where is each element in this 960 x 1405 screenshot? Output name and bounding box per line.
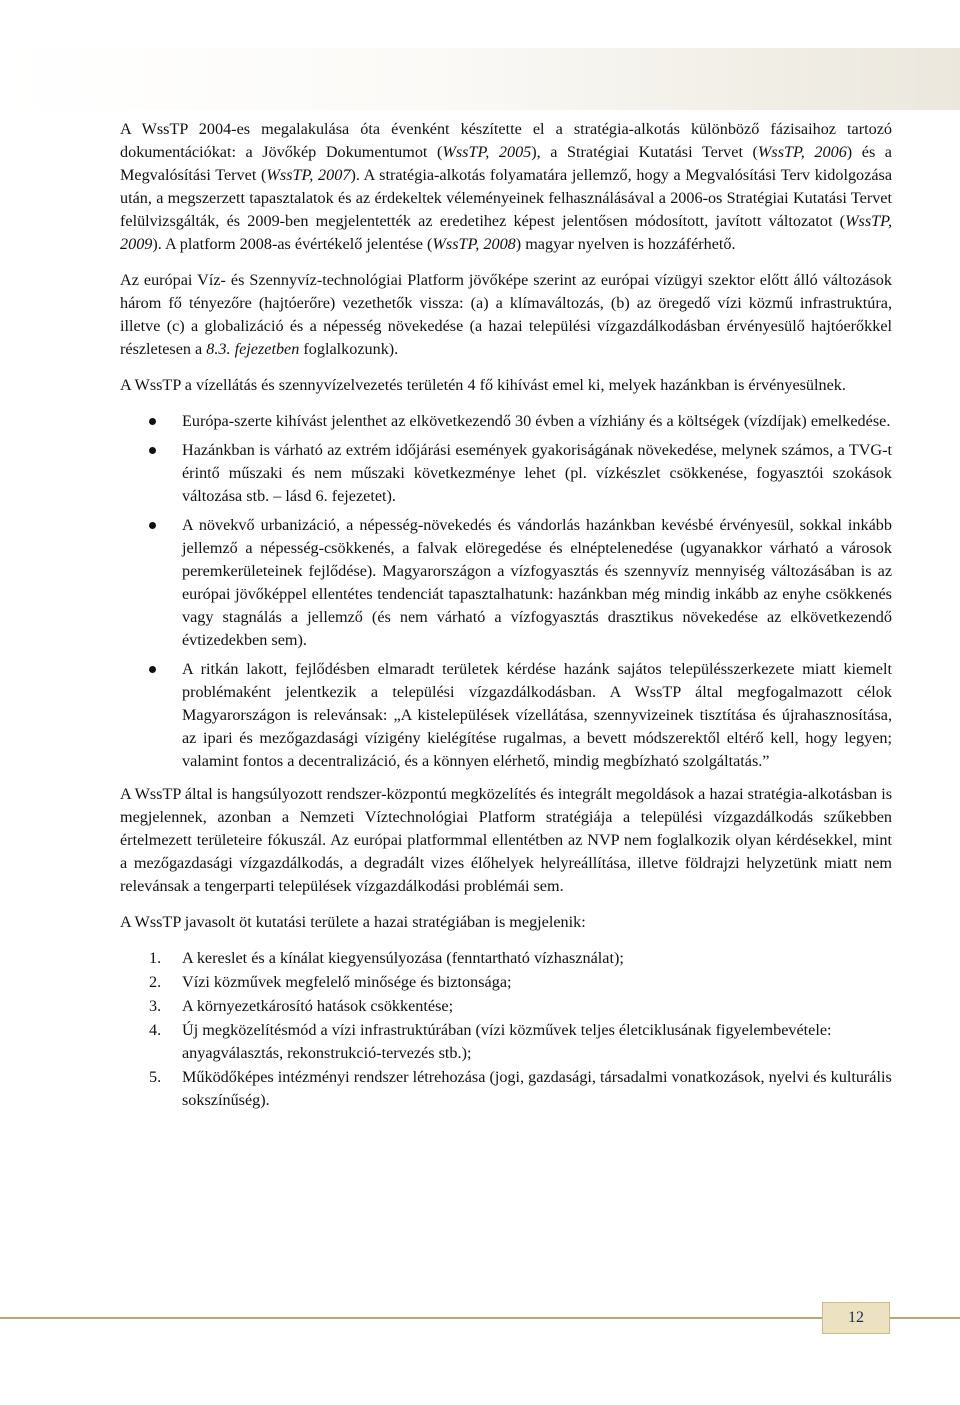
footer-rule	[0, 1317, 960, 1319]
bullet-icon	[149, 522, 156, 529]
list-number: 1.	[149, 949, 162, 967]
list-item: A növekvő urbanizáció, a népesség-növekedés és vándorlás hazánkban kevésbé érvényesül, sokkal inkább jellemző a népesség-csökkenés, a falvak elöregedése és elnéptelenedése (ugyanakkor várható a városok peremkerületeinek fejlődése). Magyarországon a vízfogyasztás és szennyvíz mennyiség változásában is az európai jövőképpel ellentétes tendenciát tapasztalhatunk: hazánkban még mindig inkább az enyhe csökkenés vagy stagnálás a jellemző (és nem várható a vízfogyasztás drasztikus növekedése az elkövetkezendő évtizedekben sem).	[182, 514, 892, 652]
challenges-list	[120, 410, 892, 773]
list-item: Európa-szerte kihívást jelenthet az elkövetkezendő 30 évben a vízhiány és a költségek (vízdíjak) emelkedése.	[182, 410, 892, 433]
list-number: 4.	[149, 1021, 162, 1039]
paragraph-research-intro: A WssTP javasolt öt kutatási területe a hazai stratégiában is megjelenik:	[120, 913, 586, 931]
list-item: Hazánkban is várható az extrém időjárási események gyakoriságának növekedése, melynek számos, a TVG-t érintő műszaki és nem műszaki következménye lehet (pl. vízkészlet csökkenése, fogyasztói szokások változása stb. – lásd 6. fejezetet).	[182, 439, 892, 508]
bullet-icon	[149, 447, 156, 454]
list-item: 1. A kereslet és a kínálat kiegyensúlyozása (fenntartható vízhasználat);	[182, 947, 892, 970]
paragraph-drivers: Az európai Víz- és Szennyvíz-technológiai Platform jövőképe szerint az európai vízügyi szektor előtt álló változások három fő tényezőre (hajtóerőre) vezethetők vissza: (a) a klímaváltozás, (b) az öregedő vízi közmű infrastruktúra, illetve (c) a globalizáció és a népesség növekedése (a hazai települési vízgazdálkodásban érvényesülő hajtóerőkkel részletesen a 8.3. fejezetben foglalkozunk).	[120, 271, 892, 358]
bullet-icon	[149, 666, 156, 673]
list-item: A ritkán lakott, fejlődésben elmaradt területek kérdése hazánk sajátos településszerkezete miatt kiemelt problémaként jelentkezik a települési vízgazdálkodásban. A WssTP által megfogalmazott célok Magyarországon is relevánsak: „A kistelepülések vízellátása, szennyvizeinek tisztítása és újrahasznosítása, az ipari és mezőgazdasági vízigény kielégítése rugalmas, a bevett módszerektől eltérő kell, hogy legyen; valamint fontos a decentralizáció, és a könnyen elérhető, mindig megbízható szolgáltatás.”	[182, 658, 892, 773]
list-number: 5.	[149, 1068, 162, 1086]
bullet-icon	[149, 418, 156, 425]
paragraph-challenges-intro: A WssTP a vízellátás és szennyvízelvezetés területén 4 fő kihívást emel ki, melyek hazánkban is érvényesülnek.	[120, 376, 846, 394]
paragraph-nvp: A WssTP által is hangsúlyozott rendszer-központú megközelítés és integrált megoldások a hazai stratégia-alkotásban is megjelennek, azonban a Nemzeti Víztechnológiai Platform stratégiája a települési vízgazdálkodás szűkebben értelmezett területeire fókuszál. Az európai platformmal ellentétben az NVP nem foglalkozik olyan kérdésekkel, mint a mezőgazdasági vízgazdálkodás, a degradált vizes élőhelyek helyreállítása, illetve földrajzi helyzetünk miatt nem relevánsak a tengerparti települések vízgazdálkodási problémái sem.	[120, 785, 892, 895]
list-item: 5. Működőképes intézményi rendszer létrehozása (jogi, gazdasági, társadalmi vonatkozások, nyelvi és kulturális sokszínűség).	[149, 1068, 892, 1109]
document-body	[120, 118, 892, 1113]
header-band	[0, 48, 960, 110]
list-number: 2.	[149, 973, 162, 991]
list-item: 3. A környezetkárosító hatások csökkentése;	[182, 995, 892, 1018]
list-number: 3.	[149, 997, 162, 1015]
research-areas-list	[120, 947, 892, 1112]
paragraph-intro: A WssTP 2004-es megalakulása óta évenként készítette el a stratégia-alkotás különböző fázisaihoz tartozó dokumentációkat: a Jövőkép Dokumentumot (WssTP, 2005), a Stratégiai Kutatási Tervet (WssTP, 2006) és a Megvalósítási Tervet (WssTP, 2007). A stratégia-alkotás folyamatára jellemző, hogy a Megvalósítási Terv kidolgozása után, a megszerzett tapasztalatok és az érdekeltek véleményeinek felhasználásával a 2006-os Stratégiai Kutatási Tervet felülvizsgálták, és 2009-ben megjelentették az eredetihez képest jelentősen módosított, javított változatot (WssTP, 2009). A platform 2008-as évértékelő jelentése (WssTP, 2008) magyar nyelven is hozzáférhető.	[120, 120, 893, 253]
list-item: 2. Vízi közművek megfelelő minősége és biztonsága;	[182, 971, 892, 994]
page-number: 12	[822, 1302, 890, 1334]
list-item: 4. Új megközelítésmód a vízi infrastruktúrában (vízi közművek teljes életciklusának figyelembevétele: anyagválasztás, rekonstrukció-tervezés stb.);	[149, 1021, 832, 1062]
